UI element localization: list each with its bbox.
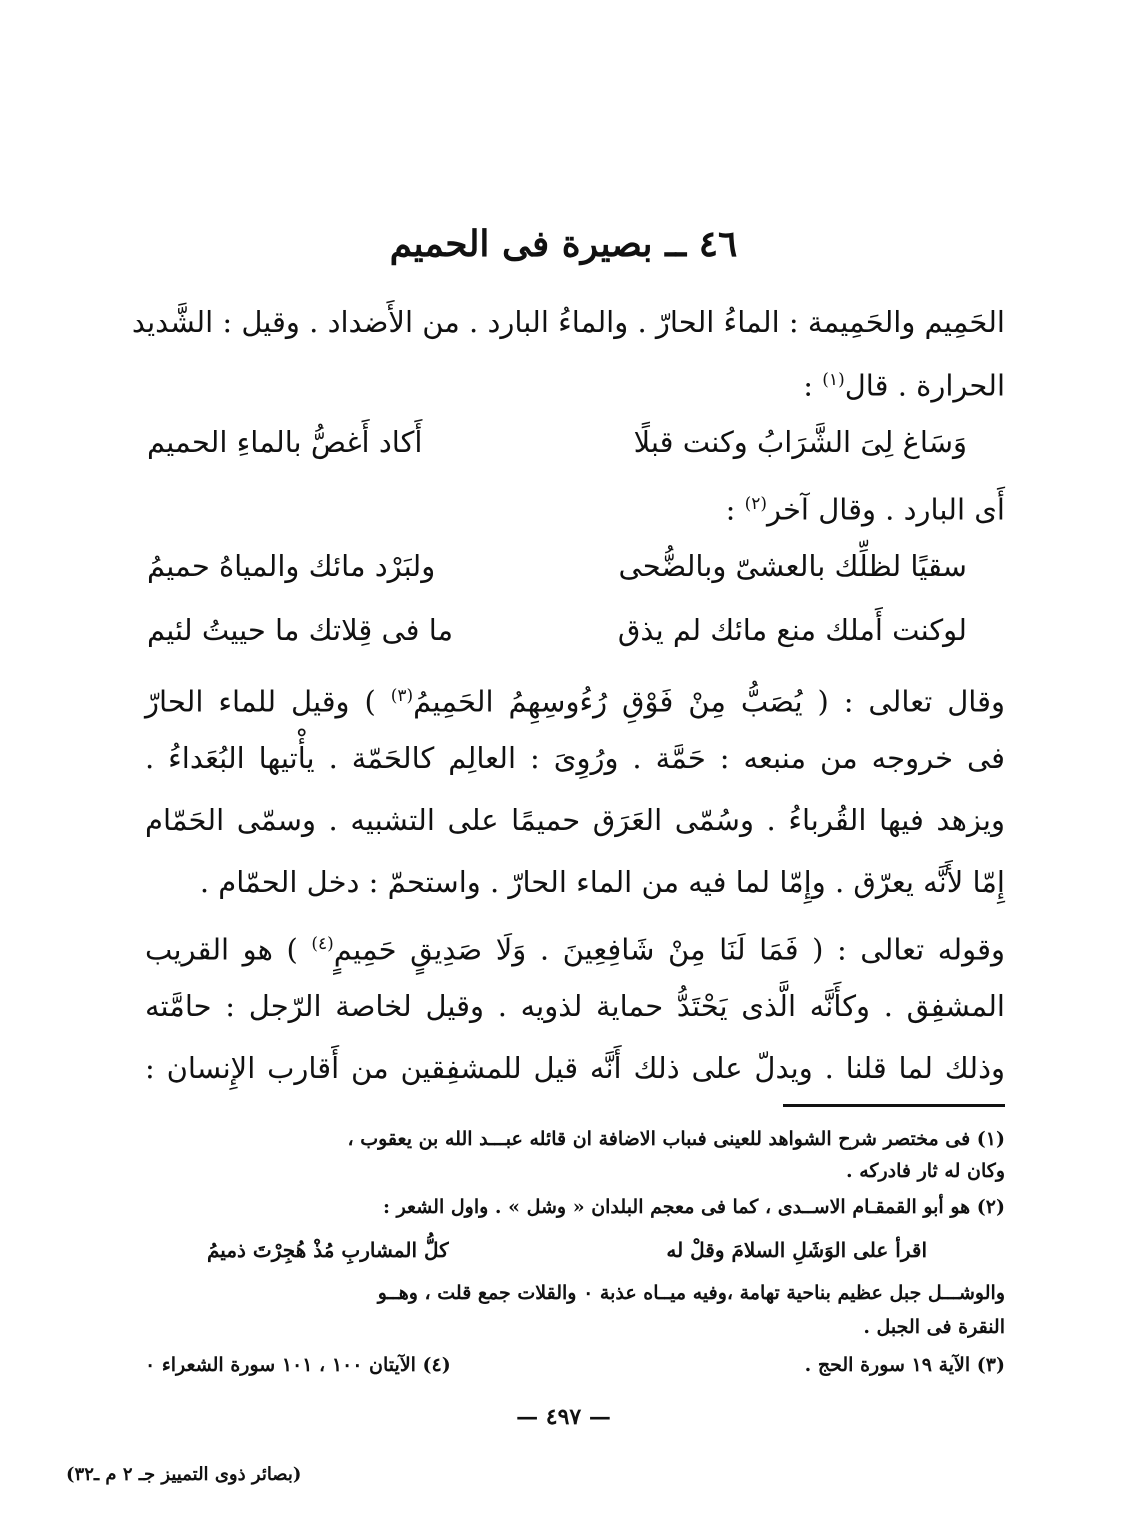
text-span: وقال تعالى : ( يُصَبُّ مِنْ فَوْقِ رُءُوسِهِمُ الحَمِيمُ bbox=[413, 684, 1005, 719]
verse-3-first-hemistich: لوكنت أَملك منع مائك لم يذق bbox=[617, 613, 967, 647]
text-span: : bbox=[725, 492, 745, 527]
footnote-2-verse-first-hemistich: اقرأ على الوَشَلِ السلامَ وقلْ له bbox=[666, 1238, 927, 1262]
page-number: — ٤٩٧ — bbox=[516, 1404, 611, 1430]
printer-signature: (بصائر ذوى التمييز جـ ٢ م ـ٣٢) bbox=[66, 1464, 302, 1485]
footnote-ref-3: (٣) bbox=[390, 686, 414, 706]
paragraph-3-line-4: إِمّا لأَنَّه يعرّق . وإِمّا لما فيه من الماء الحارّ . واستحمّ : دخل الحمّام . bbox=[199, 865, 1005, 899]
text-span: ) وقيل للماء الحارّ bbox=[145, 684, 391, 719]
footnote-1-line-2: وكان له ثار فادركه . bbox=[845, 1160, 1005, 1182]
footnote-ref-2: (٢) bbox=[744, 494, 767, 514]
verse-2-first-hemistich: سقيًا لظلِّك بالعشىّ وبالضُّحى bbox=[618, 549, 967, 583]
chapter-title: ٤٦ ــ بصيرة فى الحميم bbox=[389, 223, 738, 265]
text-span: الحرارة . قال bbox=[844, 368, 1005, 403]
footnote-ref-1: (١) bbox=[822, 370, 845, 390]
footnote-2-line-2: والوشـــل جبل عظيم بناحية تهامة ،وفيه ميــاه عذبة ٠ والقلات جمع قلت ، وهــو bbox=[377, 1282, 1005, 1304]
paragraph-1-line-1: الحَمِيم والحَمِيمة : الماءُ الحارّ . والماءُ البارد . من الأَضداد . وقيل : الشَّديد bbox=[131, 305, 1005, 339]
footnote-2-verse-second-hemistich: كلُّ المشاربِ مُذْ هُجِرْتَ ذميمُ bbox=[207, 1238, 449, 1262]
text-span: : bbox=[803, 368, 823, 403]
verse-1-first-hemistich: وَسَاغ لِىَ الشَّرَابُ وكنت قبلًا bbox=[633, 425, 967, 459]
verse-3 bbox=[147, 610, 967, 650]
paragraph-4-line-1 bbox=[145, 924, 1005, 970]
verse-2 bbox=[147, 546, 967, 586]
text-span: وقوله تعالى : ( فَمَا لَنَا مِنْ شَافِعِينَ . وَلَا صَدِيقٍ حَمِيمٍ bbox=[333, 932, 1005, 967]
footnote-3: (٣) الآية ١٩ سورة الحج . bbox=[804, 1354, 1005, 1376]
footnote-2-verse bbox=[207, 1234, 927, 1266]
verse-1 bbox=[147, 422, 967, 462]
footnotes-3-4-row bbox=[145, 1350, 1005, 1380]
verse-2-second-hemistich: ولبَرْد مائك والمياهُ حميمُ bbox=[147, 549, 436, 583]
text-span: أَى البارد . وقال آخر bbox=[766, 492, 1005, 527]
paragraph-4-line-3: وذلك لما قلنا . ويدلّ على ذلك أَنَّه قيل للمشفِقين من أَقارب الإِنسان : bbox=[145, 1051, 1005, 1085]
verse-1-second-hemistich: أَكاد أَغصُّ بالماءِ الحميم bbox=[147, 425, 423, 459]
footnote-divider bbox=[783, 1104, 1005, 1107]
footnote-ref-4: (٤) bbox=[311, 934, 334, 954]
paragraph-3-line-2: فى خروجه من منبعه : حَمَّة . ورُوِىَ : العالِم كالحَمّة . يأْتيها البُعَداءُ . bbox=[145, 741, 1005, 775]
paragraph-1-line-2 bbox=[145, 360, 1005, 406]
verse-3-second-hemistich: ما فى قِلاتك ما حييتُ لئيم bbox=[147, 613, 454, 647]
footnote-4: (٤) الآيتان ١٠٠ ، ١٠١ سورة الشعراء ٠ bbox=[145, 1354, 451, 1376]
paragraph-3-line-3: ويزهد فيها القُرباءُ . وسُمّى العَرَق حميمًا على التشبيه . وسمّى الحَمّام bbox=[145, 803, 1005, 837]
paragraph-4-line-2: المشفِق . وكأَنَّه الَّذى يَحْتَدُّ حماية لذويه . وقيل لخاصة الرّجل : حامَّته bbox=[145, 989, 1005, 1023]
text-span: ) هو القريب bbox=[145, 932, 312, 967]
paragraph-2-line-1 bbox=[145, 484, 1005, 530]
footnote-2-line-3: النقرة فى الجبل . bbox=[863, 1316, 1005, 1338]
paragraph-3-line-1 bbox=[145, 676, 1005, 722]
footnote-1-line-1: (١) فى مختصر شرح الشواهد للعينى فىباب الاضافة ان قائله عبـــد الله بن يعقوب ، bbox=[347, 1128, 1005, 1150]
footnote-2-line-1: (٢) هو أبو القمقـام الاســدى ، كما فى معجم البلدان « وشل » . واول الشعر : bbox=[382, 1196, 1005, 1218]
